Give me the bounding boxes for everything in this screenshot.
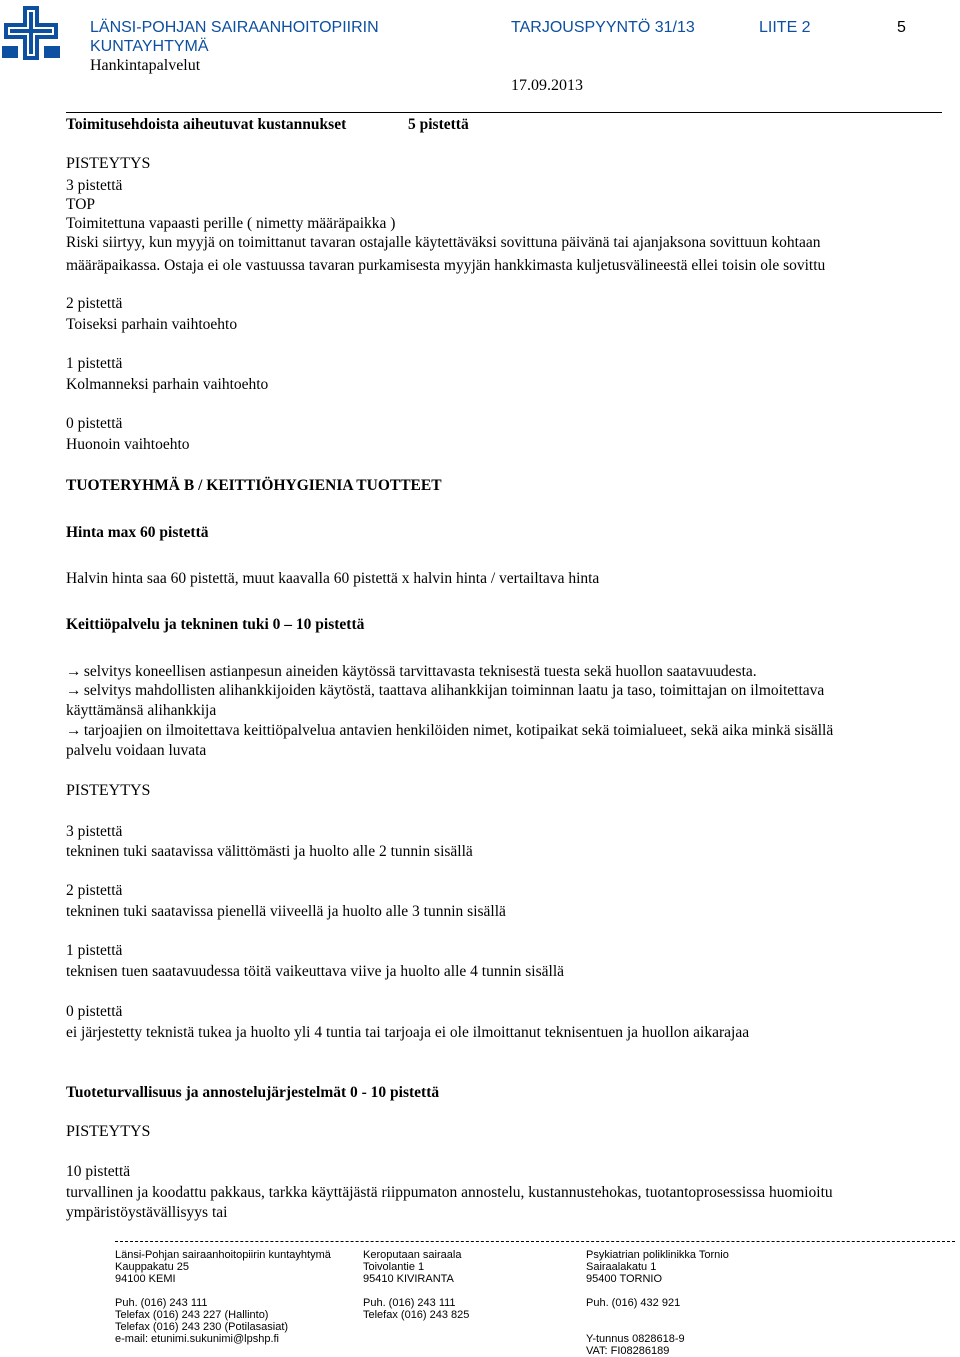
scoring-heading: PISTEYTYS — [66, 782, 151, 799]
footer-line: Keroputaan sairaala — [363, 1249, 462, 1261]
footer-spacer — [586, 1285, 729, 1297]
score-description-continued: ympäristöystävällisyys tai — [66, 1204, 228, 1221]
score-label: 1 pistettä — [66, 942, 123, 959]
score-description: Toiseksi parhain vaihtoehto — [66, 316, 238, 333]
document-date: 17.09.2013 — [511, 77, 583, 94]
risk-text-line2-rest: Ostaja ei ole vastuussa tavaran purkamisesta myyjän hankkimasta kuljetusvälineestä ellei toisin ole sovittu — [164, 257, 826, 274]
incoterm-description: Toimitettuna vapaasti perille ( nimetty määräpaikka ) — [66, 215, 396, 232]
footer-line: Toivolantie 1 — [363, 1261, 425, 1273]
arrow-right-icon: → — [66, 682, 82, 699]
risk-text-line1: Riski siirtyy, kun myyjä on toimittanut tavaran ostajalle käytettäväksi sovittuna päivänä tai ajanjaksona sovittuun kohtaan — [66, 234, 821, 251]
footer-rule — [115, 1241, 955, 1242]
footer-line: Telefax (016) 243 230 (Potilasasiat) — [115, 1321, 289, 1333]
footer-column-keroputaan — [363, 1249, 469, 1321]
footer-line: Puh. (016) 432 921 — [586, 1297, 681, 1309]
footer-vat: VAT: FI08286189 — [586, 1345, 670, 1357]
footer-spacer — [115, 1285, 331, 1297]
bullet-text-continued: käyttämänsä alihankkija — [66, 702, 217, 719]
arrow-right-icon: → — [66, 722, 82, 739]
section-title-delivery-costs: Toimitusehdoista aiheutuvat kustannukset — [66, 116, 347, 133]
page-number: 5 — [897, 19, 906, 36]
bullet-item — [66, 663, 757, 681]
department: Hankintapalvelut — [90, 57, 201, 74]
score-description: tekninen tuki saatavissa välittömästi ja huolto alle 2 tunnin sisällä — [66, 843, 473, 860]
header-rule — [66, 112, 942, 113]
incoterm-label: TOP — [66, 196, 96, 213]
footer-line: Psykiatrian poliklinikka Tornio — [586, 1249, 729, 1261]
footer-column-tornio — [586, 1249, 729, 1357]
hospital-district-cross-logo — [0, 4, 62, 62]
footer-business-id: Y-tunnus 0828618-9 — [586, 1333, 685, 1345]
footer-line: 94100 KEMI — [115, 1273, 176, 1285]
bullet-item — [66, 682, 824, 700]
score-description: ei järjestetty teknistä tukea ja huolto yli 4 tuntia tai tarjoaja ei ole ilmoittanut teknisentuen ja huollon aikarajaa — [66, 1024, 750, 1041]
footer-line: 95400 TORNIO — [586, 1273, 663, 1285]
footer-email: e-mail: etunimi.sukunimi@lpshp.fi — [115, 1333, 280, 1345]
risk-text-line2 — [66, 257, 825, 275]
bullet-text: selvitys koneellisen astianpesun aineiden käytössä tarvittavasta teknisestä tuesta sekä huollon saatavuudesta. — [83, 663, 757, 680]
attachment-label: LIITE 2 — [759, 19, 811, 36]
footer-line: Telefax (016) 243 227 (Hallinto) — [115, 1309, 269, 1321]
score-description: teknisen tuen saatavuudessa töitä vaikeuttava viive ja huolto alle 4 tunnin sisällä — [66, 963, 565, 980]
org-name-line2: KUNTAYHTYMÄ — [90, 38, 209, 55]
footer-line: 95410 KIVIRANTA — [363, 1273, 454, 1285]
score-label: 3 pistettä — [66, 177, 123, 194]
arrow-right-icon: → — [66, 663, 82, 680]
kitchen-service-title: Keittiöpalvelu ja tekninen tuki 0 – 10 pistettä — [66, 616, 365, 633]
footer-line: Telefax (016) 243 825 — [363, 1309, 470, 1321]
score-label: 0 pistettä — [66, 1003, 123, 1020]
bullet-text: selvitys mahdollisten alihankkijoiden käytöstä, taattava alihankkijan toiminnan laatu ja taso, toimittajan on ilmoitettava — [83, 682, 825, 699]
document-reference: TARJOUSPYYNTÖ 31/13 — [511, 19, 695, 36]
score-description: turvallinen ja koodattu pakkaus, tarkka käyttäjästä riippumaton annostelu, kustannustehokas, tuotantoprosessissa huomioitu — [66, 1184, 833, 1201]
score-label: 3 pistettä — [66, 823, 123, 840]
footer-line: Puh. (016) 243 111 — [115, 1297, 208, 1309]
product-group-title: TUOTERYHMÄ B / KEITTIÖHYGIENIA TUOTTEET — [66, 477, 442, 494]
footer-line: Kauppakatu 25 — [115, 1261, 190, 1273]
price-formula: Halvin hinta saa 60 pistettä, muut kaavalla 60 pistettä x halvin hinta / vertailtava hinta — [66, 570, 600, 587]
scoring-heading: PISTEYTYS — [66, 1123, 151, 1140]
footer-column-head-office — [115, 1249, 331, 1345]
score-label: 2 pistettä — [66, 295, 123, 312]
footer-line: Puh. (016) 243 111 — [363, 1297, 456, 1309]
footer-line: Sairaalakatu 1 — [586, 1261, 657, 1273]
bullet-item — [66, 722, 833, 740]
score-label: 10 pistettä — [66, 1163, 131, 1180]
section-points: 5 pistettä — [408, 116, 469, 133]
footer-spacer — [363, 1285, 469, 1297]
bullet-text-continued: palvelu voidaan luvata — [66, 742, 207, 759]
score-label: 1 pistettä — [66, 355, 123, 372]
footer-spacer — [586, 1309, 729, 1333]
score-label: 0 pistettä — [66, 415, 123, 432]
score-label: 2 pistettä — [66, 882, 123, 899]
scoring-heading: PISTEYTYS — [66, 155, 151, 172]
score-description: Huonoin vaihtoehto — [66, 436, 190, 453]
risk-text-line2-start: määräpaikassa. — [66, 257, 161, 274]
score-description: Kolmanneksi parhain vaihtoehto — [66, 376, 269, 393]
product-safety-title: Tuoteturvallisuus ja annostelujärjestelmät 0 - 10 pistettä — [66, 1084, 440, 1101]
price-title: Hinta max 60 pistettä — [66, 524, 209, 541]
bullet-text: tarjoajien on ilmoitettava keittiöpalvelua antavien henkilöiden nimet, kotipaikat sekä toimialueet, sekä aika minkä sisällä — [83, 722, 834, 739]
score-description: tekninen tuki saatavissa pienellä viiveellä ja huolto alle 3 tunnin sisällä — [66, 903, 506, 920]
footer-line: Länsi-Pohjan sairaanhoitopiirin kuntayhtymä — [115, 1249, 331, 1261]
org-name-line1: LÄNSI-POHJAN SAIRAANHOITOPIIRIN — [90, 19, 379, 36]
